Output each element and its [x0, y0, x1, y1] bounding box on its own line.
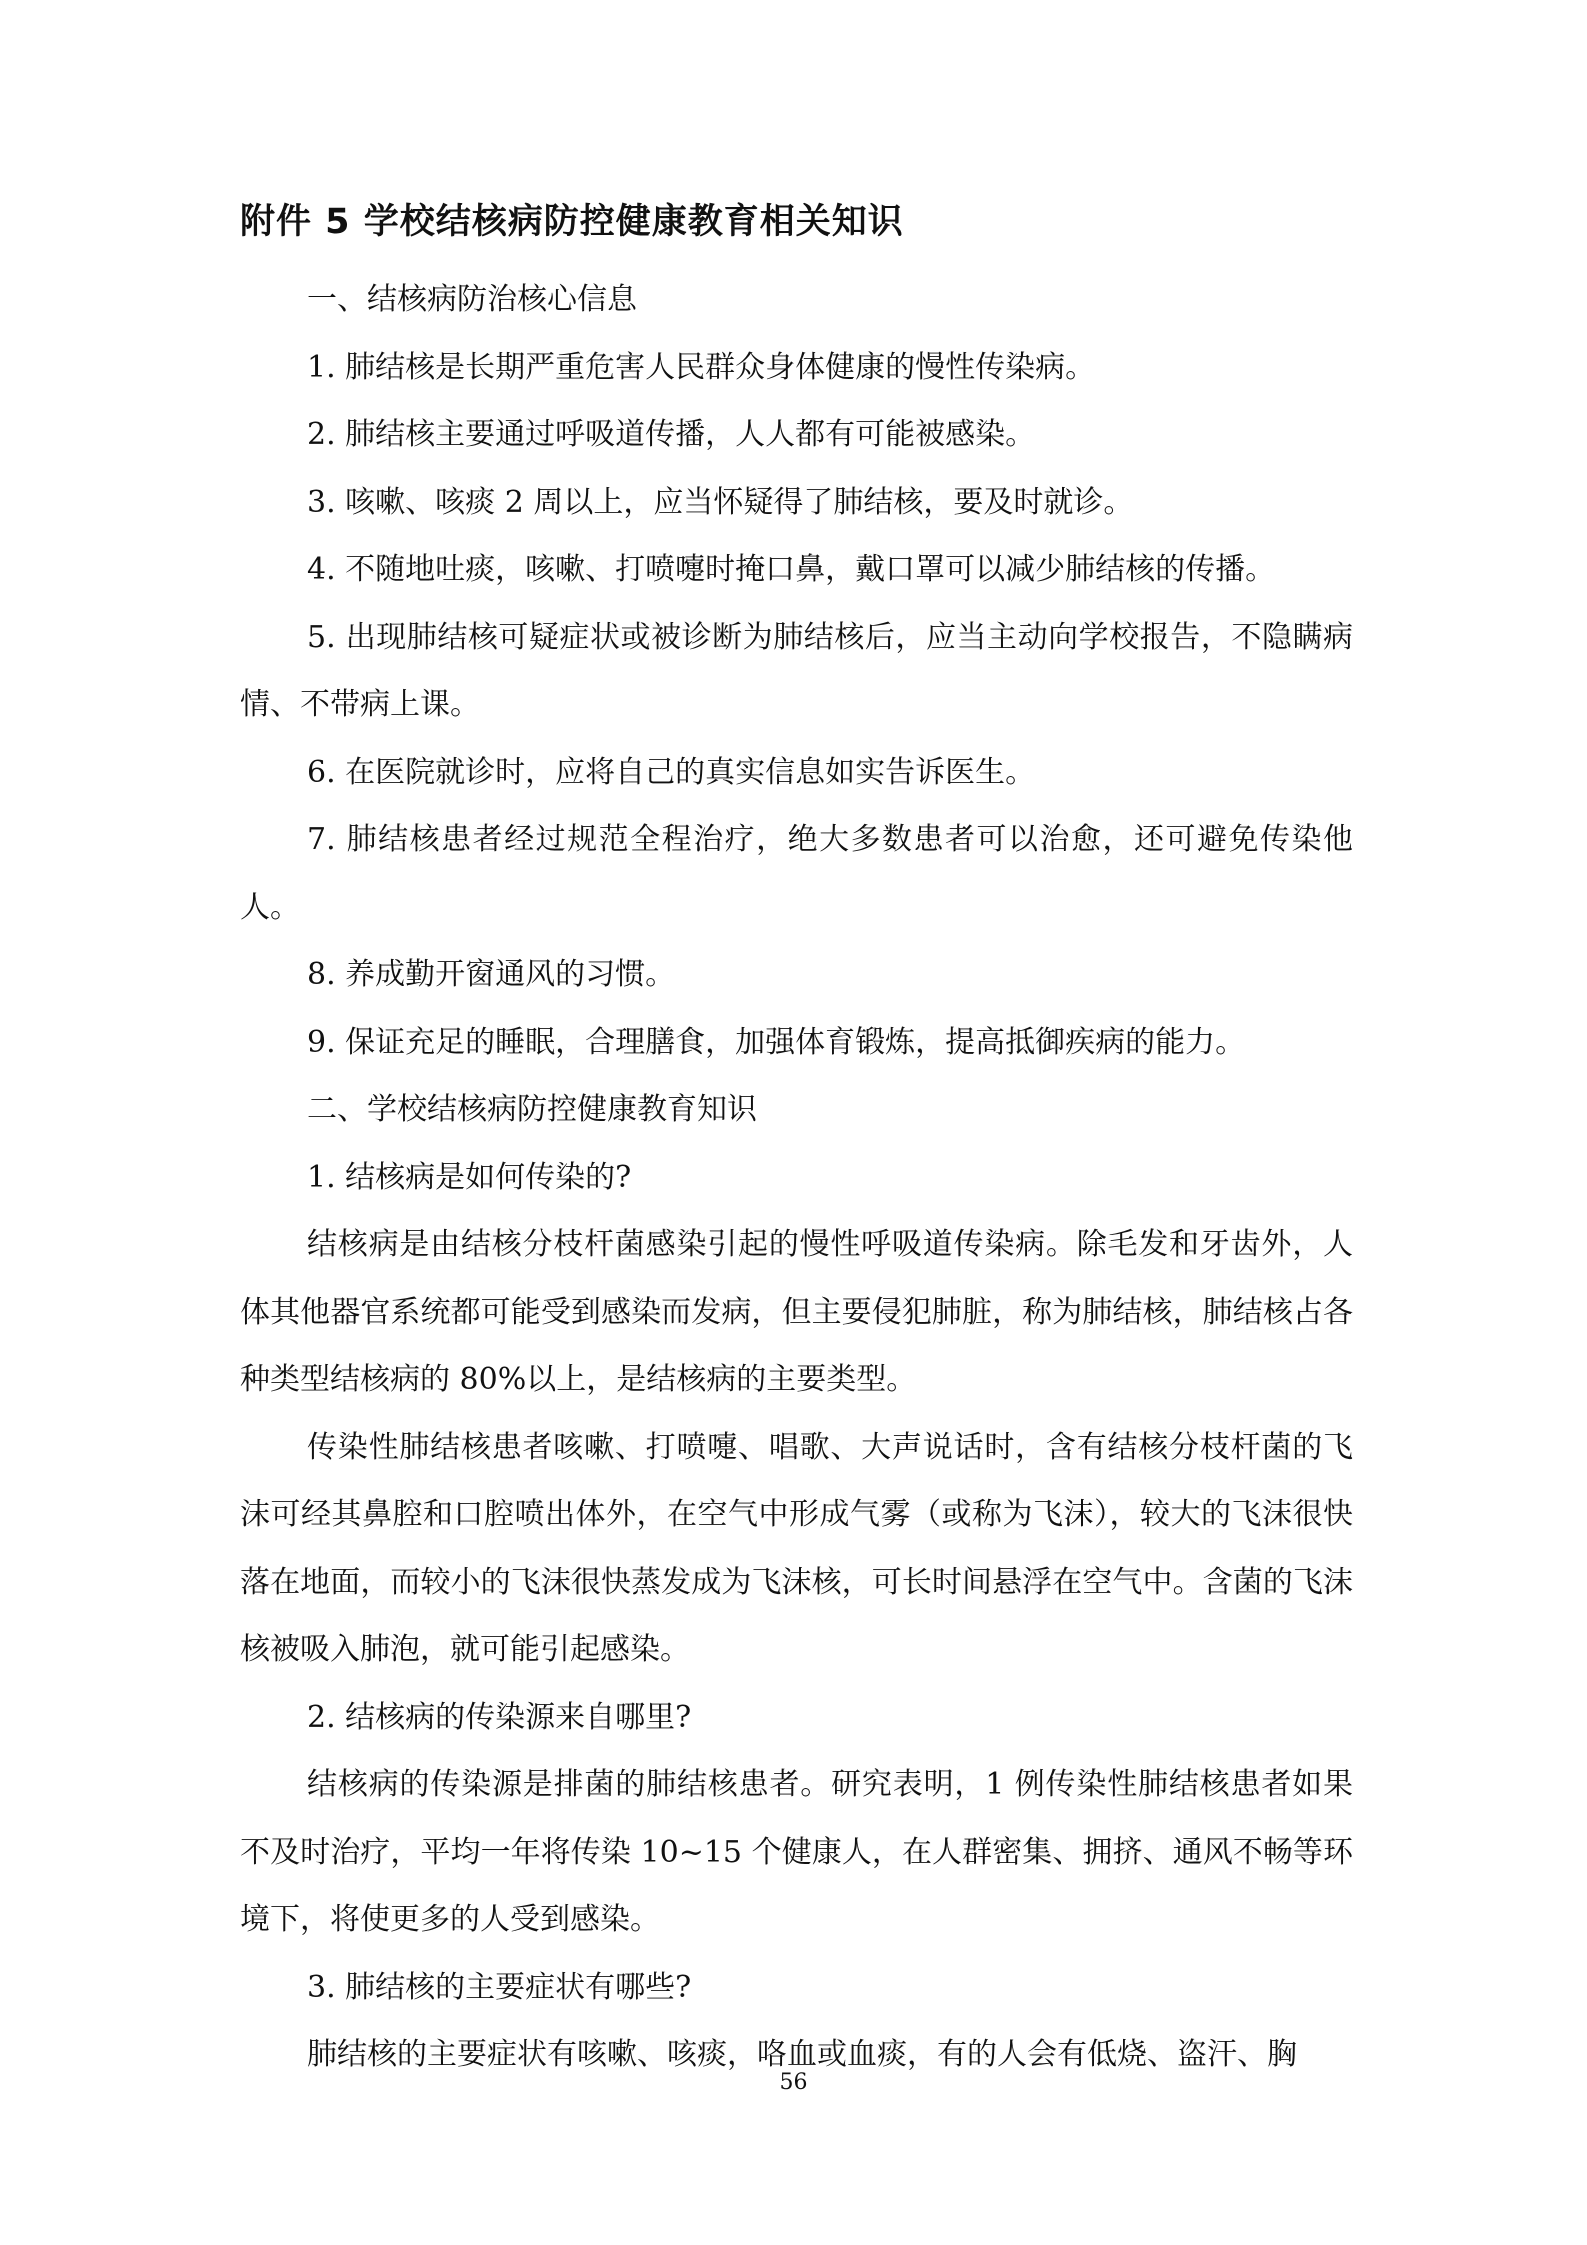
list-item: 8. 养成勤开窗通风的习惯。	[307, 957, 676, 992]
list-item: 1. 肺结核是长期严重危害人民群众身体健康的慢性传染病。	[307, 349, 1096, 385]
answer-paragraph: 肺结核的主要症状有咳嗽、咳痰，咯血或血痰，有的人会有低烧、盗汗、胸	[307, 2037, 1297, 2072]
question-2: 2. 结核病的传染源来自哪里?	[307, 1699, 692, 1735]
list-item: 3. 咳嗽、咳痰 2 周以上，应当怀疑得了肺结核，要及时就诊。	[307, 484, 1134, 520]
list-item: 2. 肺结核主要通过呼吸道传播，人人都有可能被感染。	[307, 417, 1036, 452]
section-heading-2: 二、学校结核病防控健康教育知识	[307, 1092, 757, 1127]
question-1: 1. 结核病是如何传染的?	[307, 1159, 632, 1195]
list-item: 4. 不随地吐痰，咳嗽、打喷嚏时掩口鼻，戴口罩可以减少肺结核的传播。	[307, 552, 1276, 587]
list-item: 6. 在医院就诊时，应将自己的真实信息如实告诉医生。	[307, 754, 1036, 790]
document-body	[240, 266, 1353, 2089]
list-item: 9. 保证充足的睡眠，合理膳食，加强体育锻炼，提高抵御疾病的能力。	[307, 1024, 1246, 1060]
section-heading-1: 一、结核病防治核心信息	[307, 282, 637, 317]
answer-paragraph: 传染性肺结核患者咳嗽、打喷嚏、唱歌、大声说话时，含有结核分枝杆菌的飞沫可经其鼻腔和口腔喷出体外，在空气中形成气雾（或称为飞沫），较大的飞沫很快落在地面，而较小的飞沫很快蒸发成为飞沫核，可长时间悬浮在空气中。含菌的飞沫核被吸入肺泡，就可能引起感染。	[240, 1429, 1353, 1667]
list-item: 5. 出现肺结核可疑症状或被诊断为肺结核后，应当主动向学校报告，不隐瞒病情、不带病上课。	[240, 619, 1353, 722]
question-3: 3. 肺结核的主要症状有哪些?	[307, 1969, 692, 2005]
list-item: 7. 肺结核患者经过规范全程治疗，绝大多数患者可以治愈，还可避免传染他人。	[240, 822, 1353, 925]
document-title: 附件 5 学校结核病防控健康教育相关知识	[240, 202, 904, 242]
answer-paragraph: 结核病的传染源是排菌的肺结核患者。研究表明，1 例传染性肺结核患者如果不及时治疗，平均一年将传染 10~15 个健康人，在人群密集、拥挤、通风不畅等环境下，将使更多的人受到感染。	[240, 1767, 1353, 1937]
page-number: 56	[779, 2070, 808, 2095]
answer-paragraph: 结核病是由结核分枝杆菌感染引起的慢性呼吸道传染病。除毛发和牙齿外，人体其他器官系统都可能受到感染而发病，但主要侵犯肺脏，称为肺结核，肺结核占各种类型结核病的 80%以上，是结核病的主要类型。	[240, 1227, 1353, 1397]
